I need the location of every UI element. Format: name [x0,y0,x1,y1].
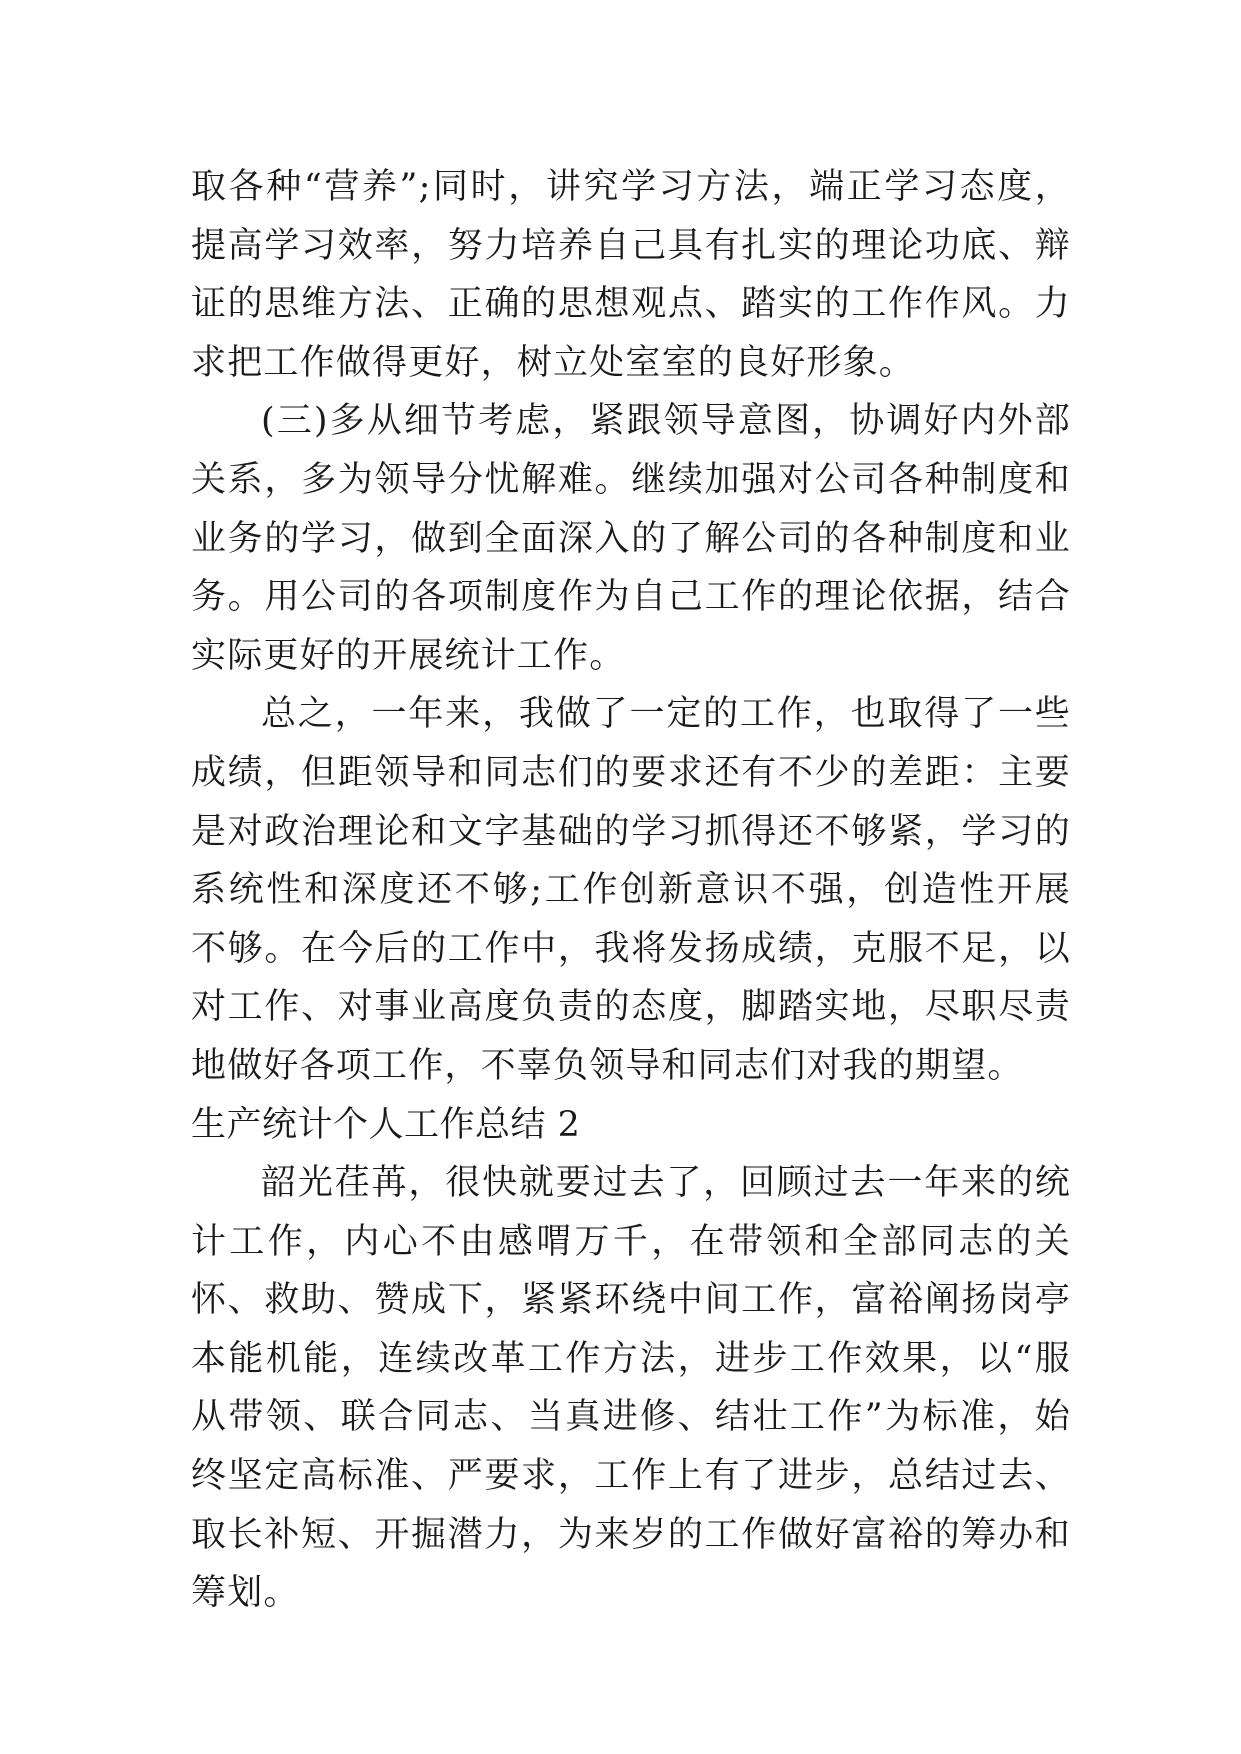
paragraph-continuation: 取各种“营养”;同时，讲究学习方法，端正学习态度，提高学习效率，努力培养自己具有扎实的理论功底、辩证的思维方法、正确的思想观点、踏实的工作作风。力求把工作做得更好，树立处室室的良好形象。 [191,167,1071,383]
document-body [191,158,1071,1623]
section-heading: 生产统计个人工作总结 2 [191,1104,581,1145]
paragraph-item-three: (三)多从细节考虑，紧跟领导意图，协调好内外部关系，多为领导分忧解难。继续加强对公司各种制度和业务的学习，做到全面深入的了解公司的各种制度和业务。用公司的各项制度作为自己工作的理论依据，结合实际更好的开展统计工作。 [191,401,1071,676]
paragraph-intro: 韶光荏苒，很快就要过去了，回顾过去一年来的统计工作，内心不由感喟万千，在带领和全部同志的关怀、救助、赞成下，紧紧环绕中间工作，富裕阐扬岗亭本能机能，连续改革工作方法，进步工作效果，以“服从带领、联合同志、当真进修、结壮工作”为标准，始终坚定高标准、严要求，工作上有了进步，总结过去、取长补短、开掘潜力，为来岁的工作做好富裕的筹办和筹划。 [191,1163,1071,1614]
paragraph-summary: 总之，一年来，我做了一定的工作，也取得了一些成绩，但距领导和同志们的要求还有不少的差距：主要是对政治理论和文字基础的学习抓得还不够紧，学习的系统性和深度还不够;工作创新意识不强，创造性开展不够。在今后的工作中，我将发扬成绩，克服不足，以对工作、对事业高度负责的态度，脚踏实地，尽职尽责地做好各项工作，不辜负领导和同志们对我的期望。 [191,694,1071,1086]
